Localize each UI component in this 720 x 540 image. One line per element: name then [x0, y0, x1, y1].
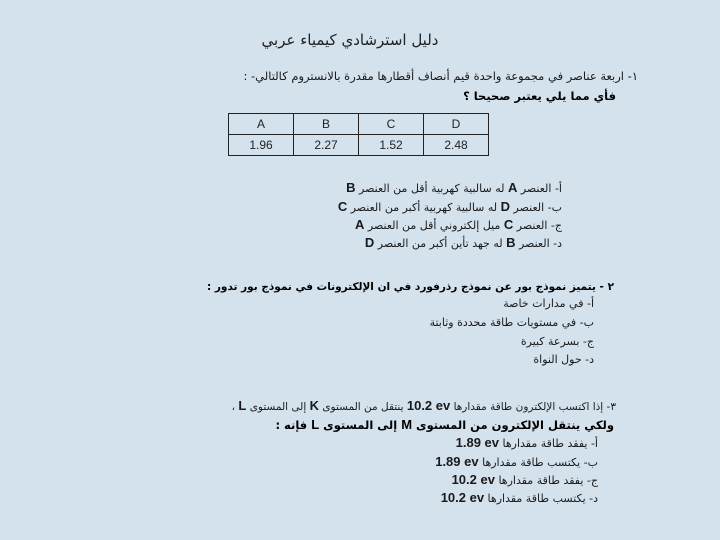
- q1-text-line2: فأي مما يلي يعتبر صحيحا ؟: [463, 89, 616, 103]
- table-value-d: 2.48: [424, 135, 489, 156]
- q2-option-b: ب- في مستويات طاقة محددة وثابتة: [429, 316, 594, 329]
- table-row: [229, 135, 489, 156]
- q3-option-a: أ- يفقد طاقة مقدارها 1.89 ev: [455, 435, 598, 450]
- table-header-b: B: [294, 114, 359, 135]
- q3-option-c: ج- يفقد طاقة مقدارها 10.2 ev: [451, 472, 598, 487]
- page-title: دليل استرشادي كيمياء عربي: [261, 31, 439, 49]
- table-header-a: A: [229, 114, 294, 135]
- q1-option-a: أ- العنصر A له سالبية كهربية أقل من العنصر B: [346, 180, 562, 195]
- radii-table: [228, 113, 489, 156]
- q3-text-line1: ٣- إذا اكتسب الإلكترون طاقة مقدارها 10.2 ev ينتقل من المستوى K إلى المستوى L ،: [231, 398, 616, 413]
- q2-option-a: أ- في مدارات خاصة: [503, 297, 594, 310]
- table-header-c: C: [359, 114, 424, 135]
- table-header-d: D: [424, 114, 489, 135]
- q3-text-line2: ولكي ينتقل الإلكترون من المستوى M إلى المستوى L فإنه :: [275, 417, 614, 432]
- table-value-b: 2.27: [294, 135, 359, 156]
- q2-text: ٢ - يتميز نموذج بور عن نموذج رذرفورد في ان الإلكترونات في نموذج بور تدور :: [207, 281, 614, 293]
- q2-option-d: د- حول النواة: [533, 353, 594, 366]
- table-value-a: 1.96: [229, 135, 294, 156]
- q1-option-d: د- العنصر B له جهد تأين أكبر من العنصر D: [364, 235, 562, 250]
- q2-option-c: ج- بسرعة كبيرة: [520, 335, 594, 348]
- q1-option-c: ج- العنصر C ميل إلكتروني أقل من العنصر A: [355, 217, 562, 232]
- table-row: [229, 114, 489, 135]
- q1-text-line1: ١- اربعة عناصر في مجموعة واحدة قيم أنصاف أقطارها مقدرة بالانستروم كالتالي- :: [243, 69, 638, 83]
- q3-option-b: ب- يكتسب طاقة مقدارها 1.89 ev: [435, 454, 598, 469]
- q1-option-b: ب- العنصر D له سالبية كهربية أكبر من العنصر C: [337, 199, 562, 214]
- q3-option-d: د- يكتسب طاقة مقدارها 10.2 ev: [440, 490, 598, 505]
- table-value-c: 1.52: [359, 135, 424, 156]
